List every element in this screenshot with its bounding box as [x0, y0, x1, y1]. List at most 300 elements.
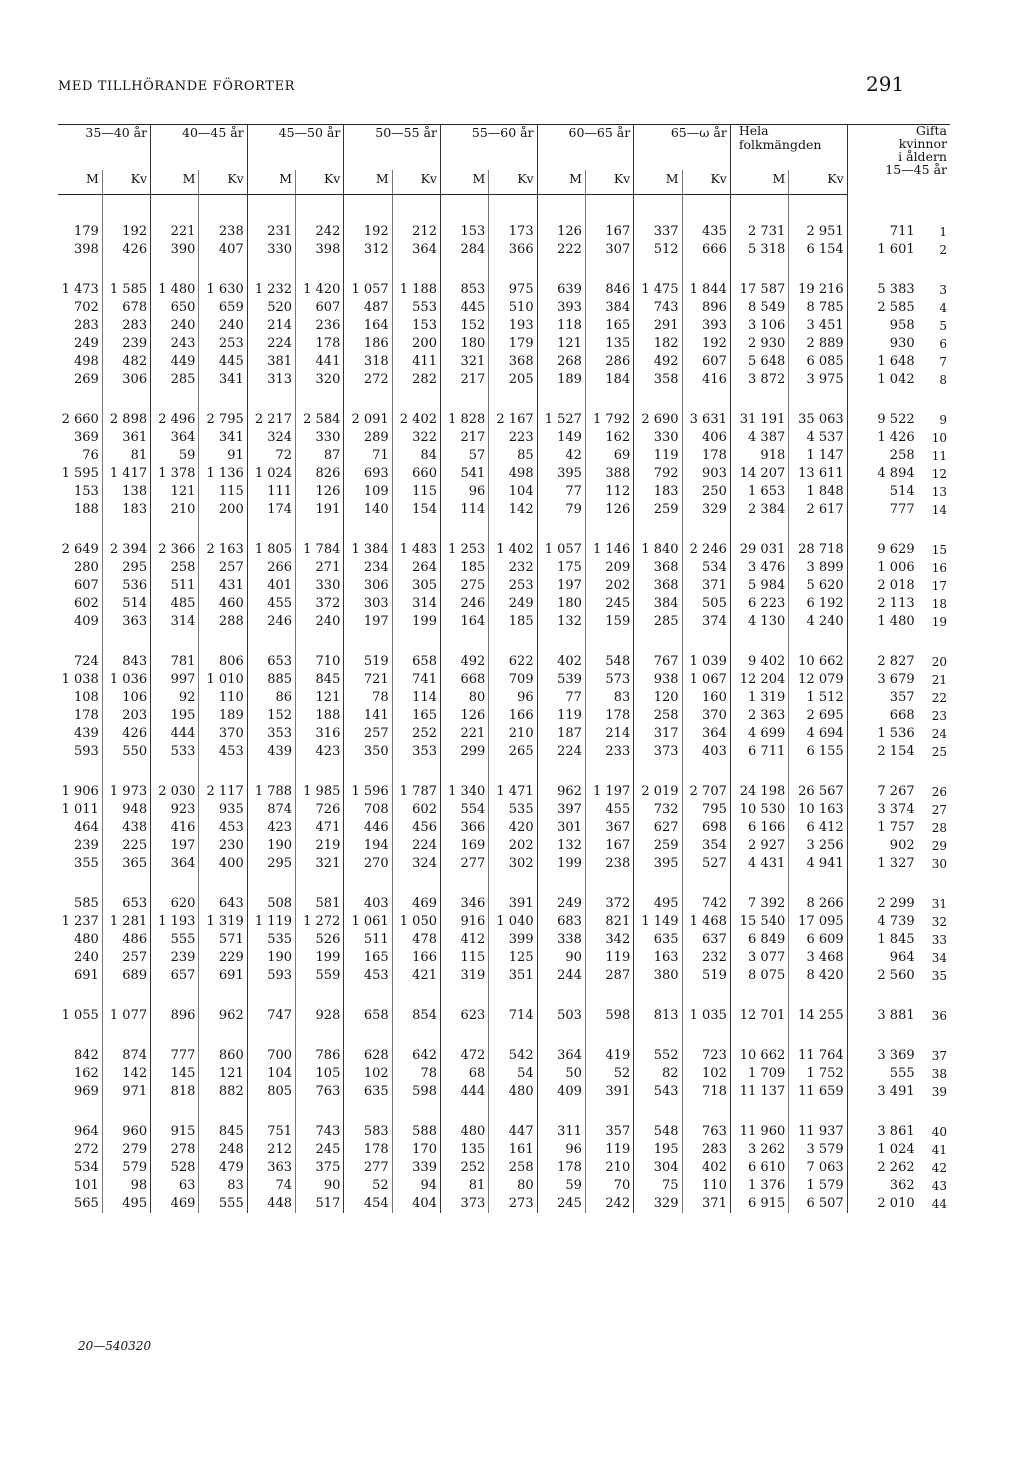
table-cell: 193	[489, 317, 537, 335]
spacer-cell	[296, 259, 344, 281]
spacer-cell	[247, 389, 295, 411]
spacer-cell	[344, 631, 392, 653]
table-cell: 268	[537, 353, 585, 371]
spacer-cell	[102, 259, 150, 281]
table-cell: 698	[682, 819, 730, 837]
table-cell: 301	[537, 819, 585, 837]
table-cell: 284	[440, 241, 488, 259]
row-number: 36	[931, 1009, 947, 1023]
table-cell: 238	[585, 855, 633, 873]
married-women-cell: 2 113	[877, 596, 915, 611]
spacer-cell	[682, 389, 730, 411]
table-cell: 180	[440, 335, 488, 353]
spacer-cell	[789, 259, 847, 281]
table-cell: 257	[344, 725, 392, 743]
table-row	[58, 1159, 950, 1177]
table-cell: 2 795	[199, 411, 247, 429]
table-cell: 214	[585, 725, 633, 743]
table-cell: 96	[537, 1141, 585, 1159]
table-cell: 751	[247, 1123, 295, 1141]
table-cell: 903	[682, 465, 730, 483]
spacer-cell	[730, 873, 788, 895]
table-cell: 666	[682, 241, 730, 259]
table-cell: 258	[489, 1159, 537, 1177]
spacer-cell	[847, 873, 917, 895]
spacer-cell	[440, 985, 488, 1007]
table-cell: 1 840	[634, 541, 682, 559]
row-number: 23	[931, 709, 947, 723]
married-women-cell: 7 267	[877, 784, 915, 799]
married-women-cell: 1 845	[877, 932, 915, 947]
spacer-cell	[247, 631, 295, 653]
spacer-cell	[918, 1101, 950, 1123]
spacer-cell	[199, 259, 247, 281]
spacer-cell	[730, 195, 788, 224]
table-cell: 13 611	[789, 465, 847, 483]
table-cell: 962	[537, 783, 585, 801]
table-cell: 320	[296, 371, 344, 389]
table-cell: 1 483	[392, 541, 440, 559]
spacer-cell	[918, 519, 950, 541]
table-cell: 280	[58, 559, 102, 577]
spacer-cell	[151, 259, 199, 281]
table-cell: 59	[537, 1177, 585, 1195]
table-cell: 455	[247, 595, 295, 613]
married-women-cell: 3 861	[877, 1124, 915, 1139]
table-cell: 248	[199, 1141, 247, 1159]
table-cell: 381	[247, 353, 295, 371]
table-cell: 469	[392, 895, 440, 913]
married-women-header-line: i åldern	[898, 149, 947, 164]
table-cell: 126	[585, 501, 633, 519]
table-cell: 229	[199, 949, 247, 967]
table-cell: 173	[489, 223, 537, 241]
group-spacer	[58, 389, 950, 411]
spacer-cell	[537, 195, 585, 224]
spacer-cell	[789, 1025, 847, 1047]
table-cell: 407	[199, 241, 247, 259]
table-cell: 3 579	[789, 1141, 847, 1159]
table-cell: 874	[247, 801, 295, 819]
table-cell: 239	[102, 335, 150, 353]
table-cell: 84	[392, 447, 440, 465]
table-cell: 1 253	[440, 541, 488, 559]
table-cell: 658	[344, 1007, 392, 1025]
table-cell: 643	[199, 895, 247, 913]
table-cell: 209	[585, 559, 633, 577]
table-cell: 5 984	[730, 577, 788, 595]
table-cell: 821	[585, 913, 633, 931]
table-cell: 691	[58, 967, 102, 985]
table-cell: 964	[58, 1123, 102, 1141]
table-cell: 224	[392, 837, 440, 855]
spacer-cell	[730, 631, 788, 653]
spacer-cell	[344, 761, 392, 783]
table-cell: 238	[199, 223, 247, 241]
spacer-cell	[585, 389, 633, 411]
col-header-m: M	[247, 170, 295, 195]
table-cell: 1 067	[682, 671, 730, 689]
spacer-cell	[489, 873, 537, 895]
table-cell: 75	[634, 1177, 682, 1195]
group-spacer	[58, 519, 950, 541]
table-cell: 202	[489, 837, 537, 855]
row-number: 3	[939, 283, 947, 297]
table-cell: 478	[392, 931, 440, 949]
table-cell: 239	[58, 837, 102, 855]
spacer-cell	[634, 631, 682, 653]
table-cell: 555	[151, 931, 199, 949]
table-cell: 374	[682, 613, 730, 631]
spacer-cell	[102, 985, 150, 1007]
row-number: 27	[931, 803, 947, 817]
table-cell: 232	[489, 559, 537, 577]
table-cell: 607	[58, 577, 102, 595]
spacer-cell	[634, 1025, 682, 1047]
table-cell: 439	[247, 743, 295, 761]
table-cell: 11 960	[730, 1123, 788, 1141]
table-cell: 1 024	[247, 465, 295, 483]
table-cell: 492	[440, 653, 488, 671]
table-cell: 10 163	[789, 801, 847, 819]
table-cell: 1 061	[344, 913, 392, 931]
table-cell: 178	[585, 707, 633, 725]
row-number: 1	[939, 225, 947, 239]
table-cell: 453	[344, 967, 392, 985]
row-number: 11	[931, 449, 947, 463]
group-spacer	[58, 195, 950, 224]
spacer-cell	[344, 195, 392, 224]
table-cell: 1 055	[58, 1007, 102, 1025]
spacer-cell	[585, 195, 633, 224]
spacer-cell	[247, 761, 295, 783]
table-cell: 232	[682, 949, 730, 967]
table-cell: 270	[344, 855, 392, 873]
table-cell: 234	[344, 559, 392, 577]
table-cell: 527	[682, 855, 730, 873]
table-cell: 221	[151, 223, 199, 241]
table-cell: 623	[440, 1007, 488, 1025]
spacer-cell	[585, 1101, 633, 1123]
row-number: 17	[931, 579, 947, 593]
table-cell: 31 191	[730, 411, 788, 429]
spacer-cell	[58, 985, 102, 1007]
spacer-cell	[634, 389, 682, 411]
table-cell: 353	[247, 725, 295, 743]
row-number: 12	[931, 467, 947, 481]
col-header-kv: Kv	[102, 170, 150, 195]
table-cell: 160	[682, 689, 730, 707]
table-cell: 444	[151, 725, 199, 743]
table-cell: 1 527	[537, 411, 585, 429]
table-cell: 10 662	[789, 653, 847, 671]
married-women-header-line: kvinnor	[898, 136, 947, 151]
spacer-cell	[789, 985, 847, 1007]
table-cell: 635	[634, 931, 682, 949]
table-cell: 511	[344, 931, 392, 949]
spacer-cell	[344, 259, 392, 281]
spacer-cell	[847, 761, 917, 783]
spacer-cell	[918, 631, 950, 653]
table-cell: 763	[682, 1123, 730, 1141]
table-cell: 6 711	[730, 743, 788, 761]
table-cell: 366	[440, 819, 488, 837]
table-cell: 50	[537, 1065, 585, 1083]
table-cell: 1 402	[489, 541, 537, 559]
row-number: 6	[939, 337, 947, 351]
spacer-cell	[296, 985, 344, 1007]
table-cell: 90	[296, 1177, 344, 1195]
table-cell: 152	[440, 317, 488, 335]
table-cell: 212	[392, 223, 440, 241]
table-cell: 874	[102, 1047, 150, 1065]
table-cell: 3 476	[730, 559, 788, 577]
table-cell: 311	[537, 1123, 585, 1141]
table-cell: 446	[344, 819, 392, 837]
table-cell: 445	[440, 299, 488, 317]
table-cell: 732	[634, 801, 682, 819]
table-cell: 7 392	[730, 895, 788, 913]
table-cell: 416	[151, 819, 199, 837]
table-cell: 460	[199, 595, 247, 613]
table-cell: 188	[296, 707, 344, 725]
table-cell: 1 480	[151, 281, 199, 299]
table-cell: 314	[392, 595, 440, 613]
spacer-cell	[730, 1101, 788, 1123]
spacer-cell	[344, 873, 392, 895]
table-cell: 469	[151, 1195, 199, 1213]
table-cell: 69	[585, 447, 633, 465]
table-cell: 818	[151, 1083, 199, 1101]
table-cell: 1 272	[296, 913, 344, 931]
table-cell: 1 232	[247, 281, 295, 299]
table-cell: 78	[344, 689, 392, 707]
spacer-cell	[682, 985, 730, 1007]
table-cell: 224	[537, 743, 585, 761]
table-cell: 602	[58, 595, 102, 613]
table-cell: 6 849	[730, 931, 788, 949]
row-number: 35	[931, 969, 947, 983]
spacer-cell	[58, 1025, 102, 1047]
table-cell: 159	[585, 613, 633, 631]
table-cell: 337	[634, 223, 682, 241]
table-cell: 700	[247, 1047, 295, 1065]
married-women-cell: 930	[889, 336, 915, 351]
table-cell: 351	[489, 967, 537, 985]
row-number: 30	[931, 857, 947, 871]
group-spacer	[58, 1025, 950, 1047]
table-row	[58, 1047, 950, 1065]
table-cell: 997	[151, 671, 199, 689]
table-cell: 70	[585, 1177, 633, 1195]
table-cell: 161	[489, 1141, 537, 1159]
table-cell: 115	[440, 949, 488, 967]
spacer-cell	[344, 1101, 392, 1123]
spacer-cell	[585, 1025, 633, 1047]
table-cell: 283	[102, 317, 150, 335]
table-cell: 8 785	[789, 299, 847, 317]
row-number: 41	[931, 1143, 947, 1157]
table-cell: 119	[537, 707, 585, 725]
row-number: 10	[931, 431, 947, 445]
table-cell: 246	[247, 613, 295, 631]
table-cell: 718	[682, 1083, 730, 1101]
table-cell: 1 787	[392, 783, 440, 801]
row-number: 38	[931, 1067, 947, 1081]
married-women-cell: 1 480	[877, 614, 915, 629]
table-cell: 372	[296, 595, 344, 613]
table-cell: 5 648	[730, 353, 788, 371]
table-cell: 324	[392, 855, 440, 873]
table-cell: 445	[199, 353, 247, 371]
table-cell: 724	[58, 653, 102, 671]
table-cell: 319	[440, 967, 488, 985]
table-row	[58, 1141, 950, 1159]
spacer-cell	[199, 985, 247, 1007]
table-cell: 3 975	[789, 371, 847, 389]
table-cell: 741	[392, 671, 440, 689]
table-cell: 935	[199, 801, 247, 819]
spacer-cell	[537, 389, 585, 411]
table-cell: 80	[489, 1177, 537, 1195]
table-cell: 1 596	[344, 783, 392, 801]
table-cell: 225	[102, 837, 150, 855]
spacer-cell	[296, 195, 344, 224]
table-row	[58, 913, 950, 931]
table-cell: 354	[682, 837, 730, 855]
table-cell: 2 394	[102, 541, 150, 559]
table-cell: 743	[634, 299, 682, 317]
table-cell: 1 792	[585, 411, 633, 429]
table-cell: 441	[296, 353, 344, 371]
table-cell: 4 130	[730, 613, 788, 631]
table-cell: 244	[537, 967, 585, 985]
table-cell: 813	[634, 1007, 682, 1025]
table-cell: 6 166	[730, 819, 788, 837]
table-cell: 4 240	[789, 613, 847, 631]
table-cell: 368	[634, 577, 682, 595]
table-cell: 845	[296, 671, 344, 689]
married-women-header	[847, 124, 950, 195]
table-row	[58, 653, 950, 671]
table-cell: 110	[199, 689, 247, 707]
table-cell: 1 630	[199, 281, 247, 299]
table-cell: 71	[344, 447, 392, 465]
table-cell: 214	[247, 317, 295, 335]
table-cell: 115	[392, 483, 440, 501]
spacer-cell	[634, 259, 682, 281]
age-group-header: 35—40 år	[58, 124, 151, 170]
table-cell: 423	[296, 743, 344, 761]
table-cell: 6 154	[789, 241, 847, 259]
table-cell: 184	[585, 371, 633, 389]
table-cell: 162	[58, 1065, 102, 1083]
spacer-cell	[199, 1101, 247, 1123]
table-cell: 6 192	[789, 595, 847, 613]
married-women-cell: 4 894	[877, 466, 915, 481]
table-cell: 1 848	[789, 483, 847, 501]
table-cell: 12 079	[789, 671, 847, 689]
table-cell: 98	[102, 1177, 150, 1195]
table-cell: 2 163	[199, 541, 247, 559]
table-cell: 4 941	[789, 855, 847, 873]
table-cell: 375	[296, 1159, 344, 1177]
table-cell: 1 050	[392, 913, 440, 931]
table-cell: 12 701	[730, 1007, 788, 1025]
table-cell: 3 451	[789, 317, 847, 335]
table-cell: 126	[296, 483, 344, 501]
table-cell: 321	[296, 855, 344, 873]
table-cell: 257	[199, 559, 247, 577]
table-cell: 795	[682, 801, 730, 819]
table-cell: 330	[296, 429, 344, 447]
table-cell: 364	[392, 241, 440, 259]
table-cell: 928	[296, 1007, 344, 1025]
table-cell: 439	[58, 725, 102, 743]
table-cell: 826	[296, 465, 344, 483]
table-cell: 87	[296, 447, 344, 465]
table-cell: 409	[537, 1083, 585, 1101]
table-cell: 402	[682, 1159, 730, 1177]
table-cell: 373	[634, 743, 682, 761]
table-cell: 96	[440, 483, 488, 501]
table-cell: 166	[392, 949, 440, 967]
table-cell: 74	[247, 1177, 295, 1195]
table-cell: 192	[344, 223, 392, 241]
table-cell: 1 805	[247, 541, 295, 559]
table-cell: 8 075	[730, 967, 788, 985]
table-cell: 539	[537, 671, 585, 689]
table-cell: 541	[440, 465, 488, 483]
table-cell: 1 077	[102, 1007, 150, 1025]
married-women-cell: 555	[889, 1066, 915, 1081]
table-cell: 1 146	[585, 541, 633, 559]
table-cell: 5 318	[730, 241, 788, 259]
table-cell: 426	[102, 241, 150, 259]
spacer-cell	[918, 259, 950, 281]
table-cell: 495	[102, 1195, 150, 1213]
table-cell: 2 930	[730, 335, 788, 353]
spacer-cell	[918, 389, 950, 411]
table-cell: 121	[199, 1065, 247, 1083]
table-cell: 1 985	[296, 783, 344, 801]
table-cell: 59	[151, 447, 199, 465]
table-cell: 2 402	[392, 411, 440, 429]
table-cell: 174	[247, 501, 295, 519]
table-cell: 330	[634, 429, 682, 447]
spacer-cell	[58, 195, 102, 224]
table-cell: 598	[392, 1083, 440, 1101]
spacer-cell	[102, 761, 150, 783]
spacer-cell	[847, 631, 917, 653]
group-spacer	[58, 1101, 950, 1123]
row-number: 26	[931, 785, 947, 799]
row-number: 43	[931, 1179, 947, 1193]
spacer-cell	[102, 389, 150, 411]
table-cell: 259	[634, 837, 682, 855]
table-row	[58, 855, 950, 873]
table-cell: 1 752	[789, 1065, 847, 1083]
table-cell: 154	[392, 501, 440, 519]
table-row	[58, 931, 950, 949]
table-row	[58, 837, 950, 855]
table-cell: 230	[199, 837, 247, 855]
table-row	[58, 819, 950, 837]
spacer-cell	[682, 1101, 730, 1123]
table-cell: 153	[440, 223, 488, 241]
spacer-cell	[682, 1025, 730, 1047]
table-cell: 249	[489, 595, 537, 613]
